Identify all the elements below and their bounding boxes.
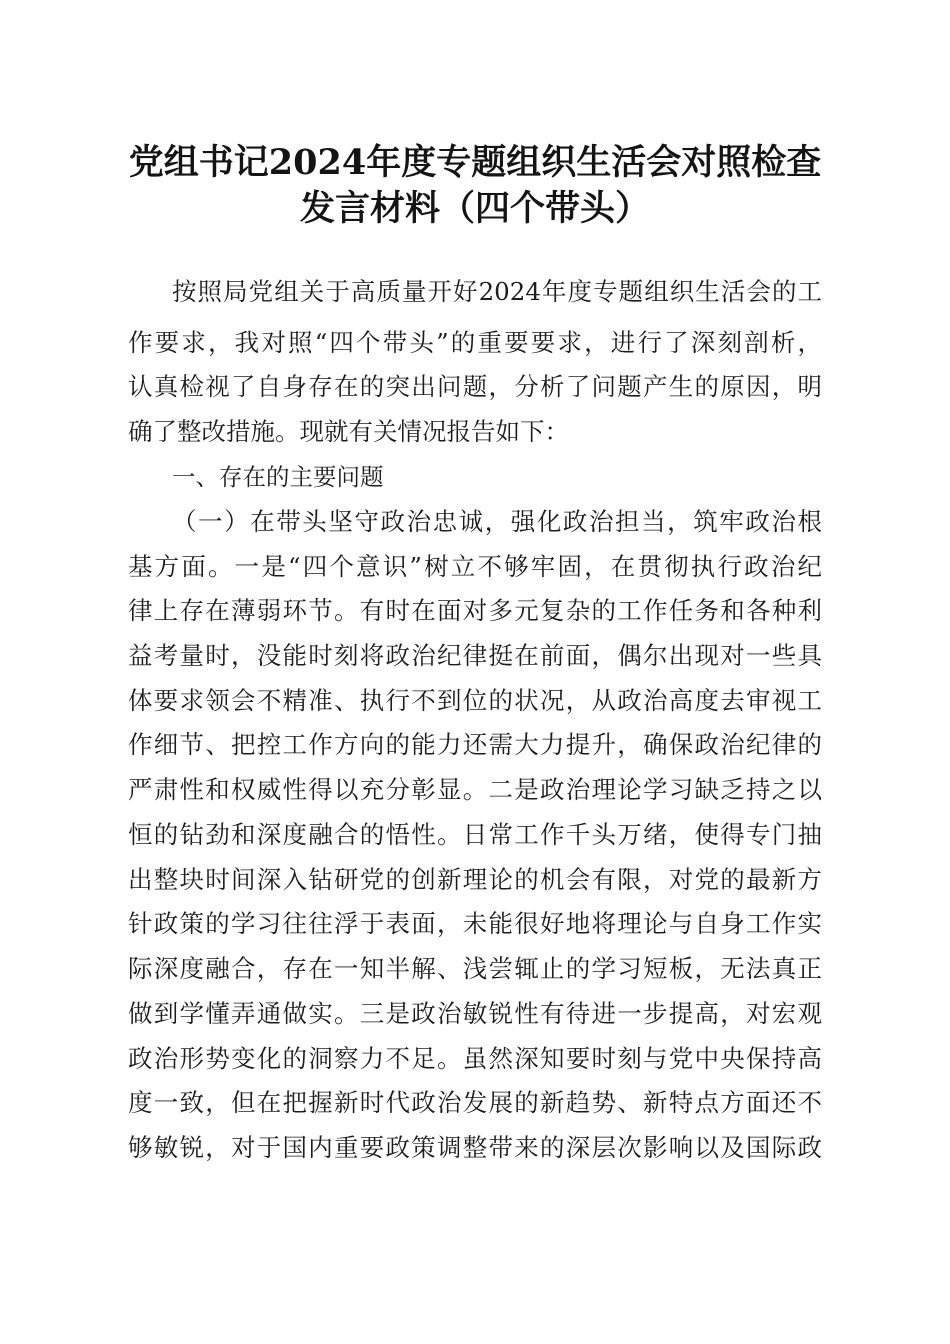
- body-paragraph-line: 出整块时间深入钻研党的创新理论的机会有限，对党的最新方: [128, 865, 822, 894]
- intro-paragraph-line: 按照局党组关于高质量开好2024年度专题组织生活会的工: [172, 277, 822, 306]
- body-paragraph-line: 基方面。一是“四个意识”树立不够牢固，在贯彻执行政治纪: [128, 552, 822, 581]
- body-paragraph-line: 恒的钻劲和深度融合的悟性。日常工作千头万绪，使得专门抽: [128, 820, 822, 849]
- body-paragraph-line: （一）在带头坚守政治忠诚，强化政治担当，筑牢政治根: [172, 507, 822, 536]
- body-paragraph-line: 针政策的学习往往浮于表面，未能很好地将理论与自身工作实: [128, 909, 822, 938]
- intro-paragraph-line: 确了整改措施。现就有关情况报告如下：: [128, 417, 569, 446]
- body-paragraph-line: 体要求领会不精准、执行不到位的状况，从政治高度去审视工: [128, 686, 822, 715]
- body-paragraph-line: 益考量时，没能时刻将政治纪律挺在前面，偶尔出现对一些具: [128, 641, 822, 670]
- body-paragraph-line: 律上存在薄弱环节。有时在面对多元复杂的工作任务和各种利: [128, 596, 822, 625]
- body-paragraph-line: 作细节、把控工作方向的能力还需大力提升，确保政治纪律的: [128, 730, 822, 759]
- intro-paragraph-line: 作要求，我对照“四个带头”的重要要求，进行了深刻剖析，: [128, 328, 822, 357]
- body-paragraph-line: 度一致，但在把握新时代政治发展的新趋势、新特点方面还不: [128, 1088, 822, 1117]
- body-paragraph-line: 际深度融合，存在一知半解、浅尝辄止的学习短板，无法真正: [128, 954, 822, 983]
- body-paragraph-line: 严肃性和权威性得以充分彰显。二是政治理论学习缺乏持之以: [128, 775, 822, 804]
- document-title-line-2: 发言材料（四个带头）: [299, 188, 650, 229]
- intro-paragraph-line: 认真检视了自身存在的突出问题，分析了问题产生的原因，明: [128, 372, 822, 401]
- document-title-line-1: 党组书记2024年度专题组织生活会对照检查: [128, 142, 822, 183]
- body-paragraph-line: 政治形势变化的洞察力不足。虽然深知要时刻与党中央保持高: [128, 1044, 822, 1073]
- section-heading: 一、存在的主要问题: [172, 463, 384, 491]
- body-paragraph-line: 做到学懂弄通做实。三是政治敏锐性有待进一步提高，对宏观: [128, 999, 822, 1028]
- body-paragraph-line: 够敏锐，对于国内重要政策调整带来的深层次影响以及国际政: [128, 1133, 822, 1162]
